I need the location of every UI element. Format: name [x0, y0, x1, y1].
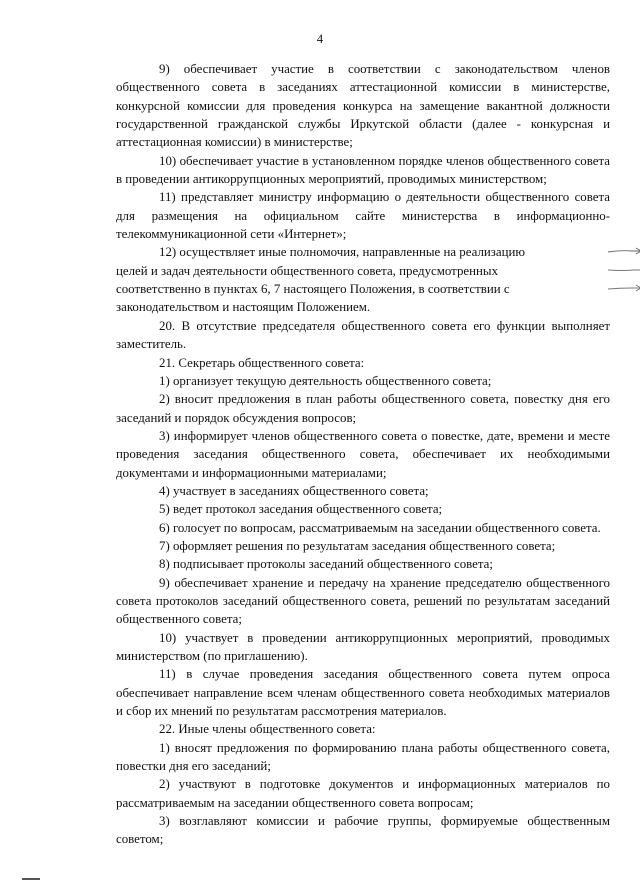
secretary-item-6: 6) голосует по вопросам, рассматриваемым на заседании общественного совета. — [159, 520, 601, 535]
member-item-3: 3) возглавляют комиссии и рабочие группы, формируемые общественным советом; — [116, 814, 610, 847]
member-item-1: 1) вносят предложения по формированию плана работы общественного совета, повестки дня его заседаний; — [116, 740, 610, 774]
secretary-item-5: 5) ведет протокол заседания общественного совета; — [159, 502, 443, 517]
paragraph-11: 11) представляет министру информацию о деятельности общественного совета для размещения на официальном сайте министерства в информационно-телекоммуникационной сети «Интернет»; — [116, 190, 610, 242]
secretary-item-10: 10) участвует в проведении антикоррупционных мероприятий, проводимых министерством (по приглашению). — [116, 630, 610, 663]
paragraph-20: 20. В отсутствие председателя общественного совета его функции выполняет заместитель. — [116, 318, 610, 352]
paragraph-12-line-3 — [116, 280, 610, 298]
paragraph-12-line-4 — [116, 298, 610, 316]
secretary-item-7: 7) оформляет решения по результатам заседания общественного совета; — [159, 538, 556, 553]
secretary-item-8: 8) подписывает протоколы заседаний общественного совета; — [159, 557, 493, 572]
secretary-item-11: 11) в случае проведения заседания общественного совета путем опроса обеспечивает направление всем членам общественного совета необходимых материалов и сбор их мнений по результатам рассмотрения материалов. — [116, 667, 610, 719]
paragraph-22: 22. Иные члены общественного совета: — [159, 722, 376, 737]
paragraph-10: 10) обеспечивает участие в установленном порядке членов общественного совета в проведении антикоррупционных мероприятий, проводимых министерством; — [116, 153, 610, 187]
handwritten-arrow-icon — [606, 245, 640, 257]
paragraph-9: 9) обеспечивает участие в соответствии с законодательством членов общественного совета в заседаниях аттестационной комиссии в министерстве, конкурсной комиссии для проведения конкурса на замещение вакантной должности государственной гражданской службы Иркутской области (далее - конкурсная и аттестационная комиссии) в министерстве; — [116, 62, 610, 150]
secretary-item-4: 4) участвует в заседаниях общественного совета; — [159, 483, 429, 498]
line-text: законодательством и настоящим Положением. — [116, 300, 371, 315]
secretary-item-3: 3) информирует членов общественного совета о повестке, дате, времени и месте проведения заседания общественного совета, обеспечивает их необходимыми документами и информационными материалами; — [116, 428, 610, 480]
handwritten-arrow-icon — [606, 264, 640, 276]
paragraph-12-line-1 — [116, 243, 610, 261]
line-text: целей и задач деятельности общественного совета, предусмотренных — [116, 263, 499, 278]
handwritten-arrow-icon — [606, 282, 640, 294]
secretary-item-1: 1) организует текущую деятельность общественного совета; — [159, 373, 492, 388]
scan-mark — [22, 878, 40, 880]
secretary-item-2: 2) вносит предложения в план работы общественного совета, повестку дня его заседаний и порядок обсуждения вопросов; — [116, 392, 610, 425]
paragraph-12-line-2 — [116, 262, 610, 280]
paragraph-12 — [116, 243, 610, 316]
document-body — [116, 60, 610, 849]
secretary-item-9: 9) обеспечивает хранение и передачу на хранение председателю общественного совета протоколов заседаний общественного совета, решений по результатам заседаний общественного совета; — [116, 575, 610, 627]
page-number: 4 — [316, 32, 324, 46]
line-text: 12) осуществляет иные полномочия, направленные на реализацию — [159, 245, 526, 260]
member-item-2: 2) участвуют в подготовке документов и информационных материалов по рассматриваемым на заседании общественного совета вопросам; — [116, 777, 610, 810]
line-text: соответственно в пунктах 6, 7 настоящего Положения, в соответствии с — [116, 282, 510, 297]
paragraph-21: 21. Секретарь общественного совета: — [159, 355, 365, 370]
